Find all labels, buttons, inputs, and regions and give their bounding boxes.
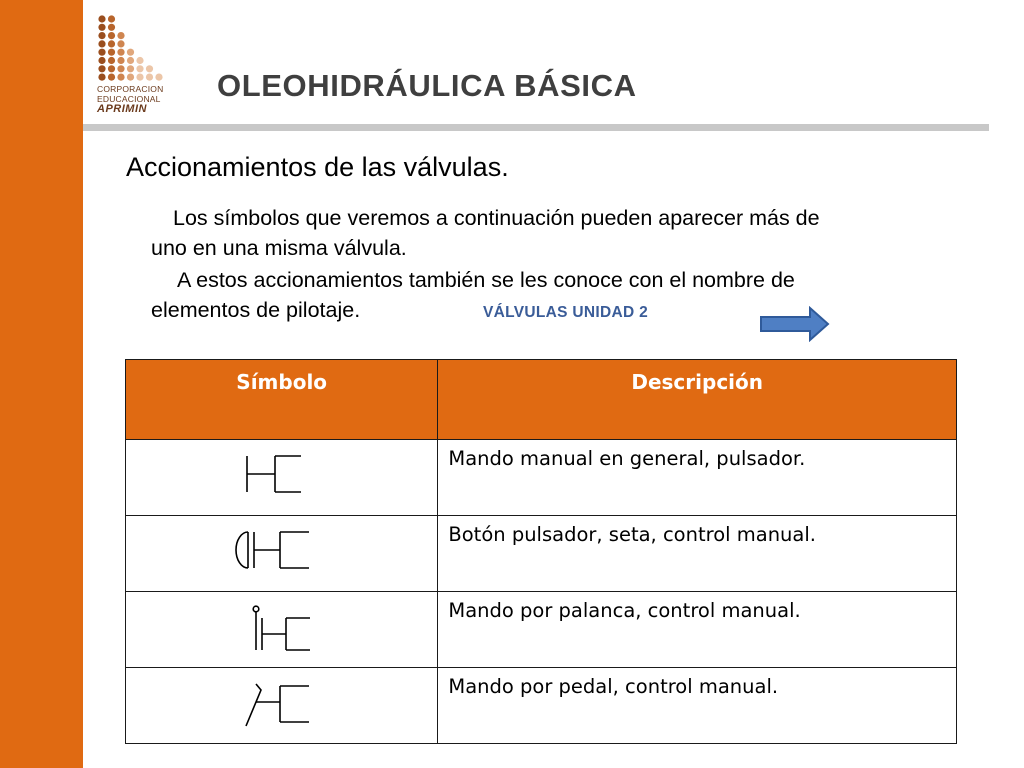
symbol-cell xyxy=(126,592,438,668)
description-cell: Botón pulsador, seta, control manual. xyxy=(438,516,957,592)
manual-control-symbol-icon xyxy=(234,446,324,502)
lever-symbol-icon xyxy=(234,598,324,654)
table-row xyxy=(126,668,957,744)
description-cell: Mando por palanca, control manual. xyxy=(438,592,957,668)
symbols-table xyxy=(125,359,957,744)
symbol-cell xyxy=(126,440,438,516)
symbol-cell xyxy=(126,668,438,744)
logo-line-1: CORPORACION xyxy=(97,84,164,94)
push-button-symbol-icon xyxy=(234,522,324,578)
description-cell: Mando por pedal, control manual. xyxy=(438,668,957,744)
paragraph-1-line-2: uno en una misma válvula. xyxy=(151,236,407,260)
paragraph-1 xyxy=(151,203,951,263)
paragraph-1-line-1: Los símbolos que veremos a continuación pueden aparecer más de xyxy=(173,206,820,230)
header-description: Descripción xyxy=(438,360,957,440)
symbol-cell xyxy=(126,516,438,592)
pedal-symbol-icon xyxy=(234,674,324,730)
logo-line-2: EDUCACIONAL xyxy=(97,94,161,104)
header-divider xyxy=(83,124,989,131)
section-title: Accionamientos de las válvulas. xyxy=(126,152,509,182)
description-cell: Mando manual en general, pulsador. xyxy=(438,440,957,516)
paragraph-2-line-2: elementos de pilotaje. xyxy=(151,298,361,322)
table-row xyxy=(126,592,957,668)
table-row xyxy=(126,516,957,592)
paragraph-2-line-1: A estos accionamientos también se les conoce con el nombre de xyxy=(177,268,795,292)
aprimin-logo xyxy=(97,14,171,118)
side-bar xyxy=(0,0,83,768)
units-link[interactable]: VÁLVULAS UNIDAD 2 xyxy=(483,304,648,321)
table-row xyxy=(126,440,957,516)
header-symbol: Símbolo xyxy=(126,360,438,440)
logo-line-3: APRIMIN xyxy=(97,103,147,115)
next-arrow-icon[interactable] xyxy=(760,306,830,342)
logo-dots-graphic xyxy=(97,14,171,84)
header-title: OLEOHIDRÁULICA BÁSICA xyxy=(217,68,637,103)
table-header-row xyxy=(126,360,957,440)
